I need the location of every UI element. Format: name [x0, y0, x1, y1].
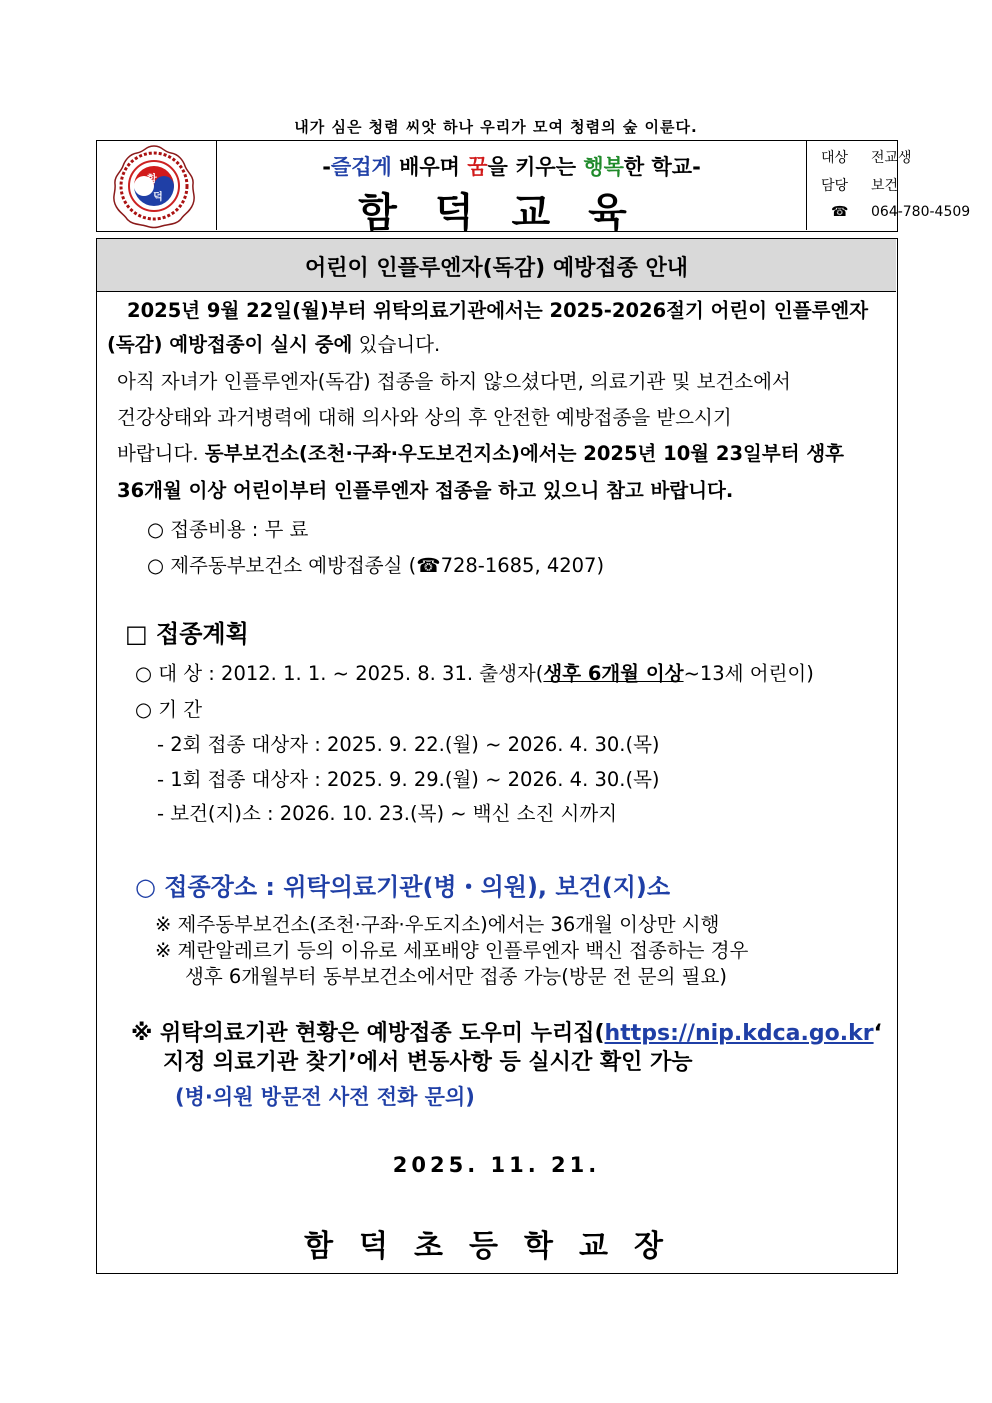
emblem-text-top: 함	[147, 174, 157, 185]
school-emblem-icon	[97, 141, 216, 230]
intro-line-5-plain: 바랍니다.	[117, 442, 205, 465]
slogan-word-1: 즐겁게	[330, 155, 392, 179]
motto-text: 내가 심은 청렴 씨앗 하나 우리가 모여 청렴의 숲 이룬다.	[294, 118, 698, 136]
intro-line-3: 아직 자녀가 인플루엔자(독감) 접종을 하지 않으셨다면, 의료기관 및 보건소에서	[117, 370, 791, 393]
slogan-cell	[217, 141, 807, 236]
plan-target-a: ○ 대 상 : 2012. 1. 1. ~ 2025. 8. 31. 출생자(	[135, 662, 544, 685]
room-line-a: ○ 제주동부보건소 예방접종실 (	[147, 554, 417, 577]
page-title: 어린이 인플루엔자(독감) 예방접종 안내	[304, 256, 689, 281]
plan-period: ○ 기 간	[135, 698, 203, 721]
phone-value: 064-780-4509	[871, 204, 971, 220]
place-heading: ○ 접종장소 : 위탁의료기관(병・의원), 보건(지)소	[135, 873, 671, 901]
signature: 함덕초등학교장	[304, 1229, 689, 1264]
notice-b: ‘	[873, 1021, 882, 1046]
intro-line-6: 36개월 이상 어린이부터 인플루엔자 접종을 하고 있으니 참고 바랍니다.	[117, 479, 734, 502]
notice-line-1	[131, 1016, 882, 1047]
nip-link[interactable]: https://nip.kdca.go.kr	[604, 1021, 874, 1046]
intro-line-2-bold: (독감) 예방접종이 실시 중에	[107, 333, 353, 356]
intro-line-5	[117, 438, 844, 466]
document-date: 2025. 11. 21.	[392, 1153, 601, 1177]
notice-line-2: 지정 의료기관 찾기’에서 변동사항 등 실시간 확인 가능	[163, 1050, 693, 1075]
intro-line-2-rest: 있습니다.	[352, 333, 441, 356]
plan-target	[135, 658, 814, 686]
room-line	[147, 550, 604, 578]
manager-value: 보건	[871, 178, 899, 194]
slogan-word-6: 한 학교-	[623, 155, 701, 179]
plan-target-c: ~13세 어린이)	[683, 662, 814, 685]
plan-date-3: - 보건(지)소 : 2026. 10. 23.(목) ~ 백신 소진 시까지	[157, 802, 618, 825]
intro-line-2	[107, 329, 440, 357]
intro-line-1: 2025년 9월 22일(월)부터 위탁의료기관에서는 2025-2026절기 어린이 인플루엔자	[127, 299, 869, 322]
notice-line-3: (병·의원 방문전 사전 전화 문의)	[175, 1085, 475, 1109]
target-value: 전교생	[871, 150, 912, 166]
phone-row	[821, 204, 970, 220]
intro-line-5-bold: 동부보건소(조천·구좌·우도보건지소)에서는 2025년 10월 23일부터 생후	[204, 442, 845, 465]
room-line-b: 728-1685, 4207)	[440, 554, 605, 577]
plan-date-1: - 2회 접종 대상자 : 2025. 9. 22.(월) ~ 2026. 4. 30.(목)	[157, 733, 660, 756]
title-bar	[97, 239, 896, 292]
manager-label: 담당	[821, 178, 849, 194]
school-name: 함덕교육	[358, 190, 665, 236]
plan-date-2: - 1회 접종 대상자 : 2025. 9. 29.(월) ~ 2026. 4. 30.(목)	[157, 768, 660, 791]
manager-row	[821, 175, 898, 195]
place-note-1: ※ 제주동부보건소(조천·구좌·우도지소)에서는 36개월 이상만 시행	[155, 913, 720, 936]
main-box	[96, 238, 898, 1274]
phone-icon: ☎	[831, 204, 849, 220]
slogan-word-5: 행복	[583, 155, 624, 179]
place-note-2: ※ 계란알레르기 등의 이유로 세포배양 인플루엔자 백신 접종하는 경우	[155, 939, 749, 962]
slogan-dash: -	[322, 155, 331, 179]
target-label: 대상	[821, 150, 849, 166]
slogan-word-3: 꿈	[467, 155, 488, 179]
room-phone-icon: ☎	[416, 554, 441, 577]
plan-heading: □ 접종계획	[125, 620, 249, 648]
place-note-3: 생후 6개월부터 동부보건소에서만 접종 가능(방문 전 문의 필요)	[185, 965, 727, 988]
plan-target-b: 생후 6개월 이상	[543, 662, 684, 685]
logo-cell	[97, 141, 217, 230]
intro-line-4: 건강상태와 과거병력에 대해 의사와 상의 후 안전한 예방접종을 받으시기	[117, 406, 732, 429]
emblem-text-bottom: 덕	[153, 192, 163, 203]
slogan	[217, 151, 806, 181]
target-row	[821, 147, 912, 167]
header-table	[96, 140, 971, 236]
slogan-word-4: 을 키우는	[487, 155, 584, 179]
info-cell	[807, 141, 971, 230]
notice-a: ※ 위탁의료기관 현황은 예방접종 도우미 누리집(	[131, 1021, 605, 1046]
cost-line: ○ 접종비용 : 무 료	[147, 518, 309, 541]
slogan-word-2: 배우며	[391, 155, 468, 179]
